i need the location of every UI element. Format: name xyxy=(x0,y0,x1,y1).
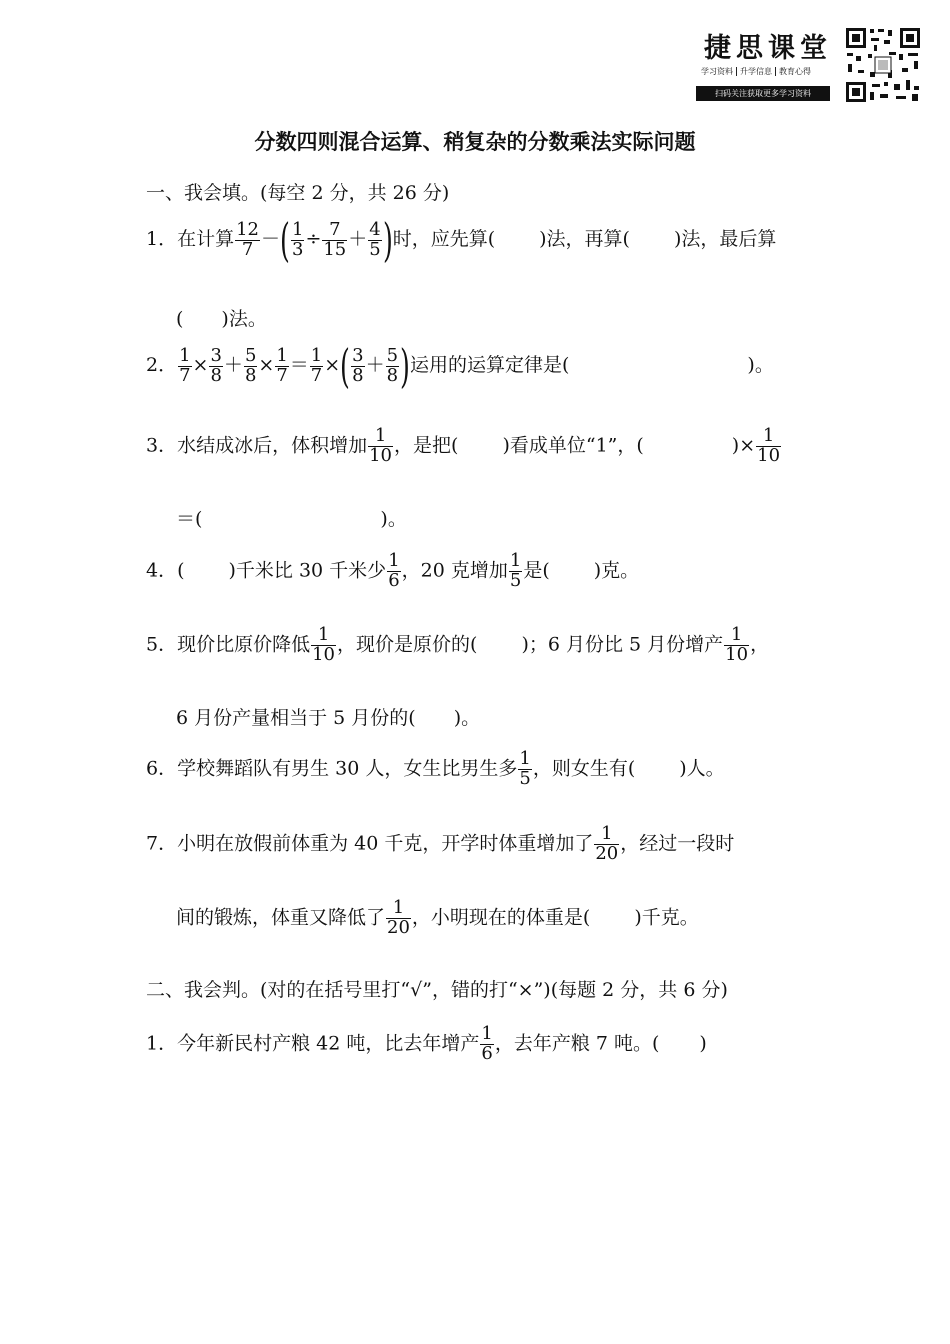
q3-number: 3． xyxy=(146,434,178,457)
q6-text-a: 学校舞蹈队有男生 30 人，女生比男生多 xyxy=(177,757,518,780)
q3-line-2 xyxy=(176,504,407,531)
q2-number: 2． xyxy=(146,354,178,376)
fraction: $\frac{1}{10}$ xyxy=(312,624,336,665)
q7-text-b: ，经过一段时 xyxy=(620,832,735,855)
s2q1-text-a: 今年新民村产粮 42 吨，比去年增产 xyxy=(177,1032,480,1055)
q2-end: )。 xyxy=(747,354,774,376)
q3-text-a: ，是把( xyxy=(394,434,459,457)
q4-number: 4． xyxy=(146,559,178,582)
times-sign: × xyxy=(192,354,209,376)
divide-sign: ÷ xyxy=(305,228,322,250)
fraction: $\frac{1}{10}$ xyxy=(757,425,781,466)
right-bracket: ) xyxy=(400,339,410,393)
q1-text-c: )法，最后算 xyxy=(673,228,777,250)
q2-text: 运用的运算定律是( xyxy=(409,354,570,376)
q5-text-d: ， xyxy=(750,633,770,656)
fraction: $\frac{1}{20}$ xyxy=(387,897,410,938)
fraction: $\frac{1}{6}$ xyxy=(481,1023,493,1064)
q5-line-2: 6 月份产量相当于 5 月份的( )。 xyxy=(176,707,481,729)
section-1-heading: 一、我会填。(每空 2 分，共 26 分) xyxy=(146,182,450,204)
left-bracket: ( xyxy=(340,339,351,393)
q5-number: 5． xyxy=(146,633,178,656)
fraction: $\frac{5}{8}$ xyxy=(386,344,399,386)
brand-logo: 捷思课堂 xyxy=(704,33,832,64)
fraction: $\frac{1}{3}$ xyxy=(291,218,304,260)
question-2-1 xyxy=(146,1025,707,1064)
q1-text-a: 时，应先算( xyxy=(392,228,496,250)
q4-text-d: )克。 xyxy=(593,559,640,582)
q5-text-b: ，现价是原价的( xyxy=(337,633,478,656)
q7-text-a: 小明在放假前体重为 40 千克，开学时体重增加了 xyxy=(177,832,594,855)
fraction: $\frac{1}{7}$ xyxy=(310,344,323,386)
fraction: $\frac{1}{20}$ xyxy=(595,823,619,864)
fraction: $\frac{12}{7}$ xyxy=(236,218,260,260)
q4-text-c: 是( xyxy=(523,559,550,582)
fraction: $\frac{3}{8}$ xyxy=(352,344,364,386)
tag-admission-info: 升学信息 xyxy=(736,67,775,76)
q4-text-b: ，20 克增加 xyxy=(401,559,508,582)
scan-banner: 扫码关注获取更多学习资料 xyxy=(696,86,830,101)
fraction: $\frac{1}{5}$ xyxy=(509,550,522,591)
question-1-7 xyxy=(146,825,734,864)
q7-line-2 xyxy=(176,899,699,938)
q7-line2-a: 间的锻炼，体重又降低了 xyxy=(176,906,386,929)
q3-end: )。 xyxy=(380,508,407,530)
fraction: $\frac{1}{5}$ xyxy=(519,748,531,789)
equals-sign: ＝ xyxy=(289,354,309,376)
qr-code-icon xyxy=(844,26,922,104)
tag-education-notes: 教育心得 xyxy=(775,67,814,76)
s2q1-text-b: ，去年产粮 7 吨。( xyxy=(494,1032,660,1055)
q7-number: 7． xyxy=(146,832,178,855)
fraction: $\frac{1}{7}$ xyxy=(276,344,288,386)
times-sign: × xyxy=(258,354,275,376)
fraction: $\frac{7}{15}$ xyxy=(323,218,347,260)
right-bracket: ) xyxy=(382,213,393,267)
header xyxy=(696,26,924,108)
brand-tags xyxy=(698,66,814,77)
q6-number: 6． xyxy=(146,757,178,780)
q7-line2-b: ，小明现在的体重是( xyxy=(411,906,591,929)
q4-open: ( xyxy=(177,559,185,582)
q7-line2-c: )千克。 xyxy=(634,906,699,929)
plus-sign: ＋ xyxy=(365,354,385,376)
fraction: $\frac{3}{8}$ xyxy=(210,344,222,386)
question-1-1 xyxy=(146,213,777,267)
s2q1-close: ) xyxy=(699,1032,707,1055)
q1-pre: 在计算 xyxy=(177,228,235,250)
tag-study-materials: 学习资料 xyxy=(701,67,733,76)
q4-text-a: )千米比 30 千米少 xyxy=(228,559,387,582)
plus-sign: ＋ xyxy=(223,354,243,376)
q3-pre: 水结成冰后，体积增加 xyxy=(177,434,368,457)
q3-line2-start: ＝( xyxy=(176,508,203,530)
times-sign: × xyxy=(324,354,341,376)
fraction: $\frac{1}{10}$ xyxy=(725,624,749,665)
page-title: 分数四则混合运算、稍复杂的分数乘法实际问题 xyxy=(254,130,696,154)
q1-number: 1． xyxy=(146,228,178,250)
q3-text-c: )× xyxy=(731,434,756,457)
question-1-6 xyxy=(146,750,725,789)
fraction: $\frac{4}{5}$ xyxy=(369,218,381,260)
s2q1-number: 1． xyxy=(146,1032,178,1055)
left-bracket: ( xyxy=(280,213,290,267)
q6-text-b: ，则女生有( xyxy=(532,757,636,780)
q1-line-2: ( )法。 xyxy=(176,308,267,330)
q1-text-b: )法，再算( xyxy=(539,228,630,250)
q5-text-a: 现价比原价降低 xyxy=(177,633,311,656)
question-1-2 xyxy=(146,339,774,393)
q3-text-b: )看成单位“1”，( xyxy=(502,434,644,457)
question-1-3 xyxy=(146,427,782,466)
question-1-4 xyxy=(146,552,639,591)
minus-sign: － xyxy=(261,228,281,250)
fraction: $\frac{1}{7}$ xyxy=(179,344,191,386)
section-2-heading: 二、我会判。(对的在括号里打“√”，错的打“×”)(每题 2 分，共 6 分) xyxy=(146,979,728,1001)
fraction: $\frac{5}{8}$ xyxy=(244,344,257,386)
fraction: $\frac{1}{10}$ xyxy=(369,425,393,466)
q5-text-c: )；6 月份比 5 月份增产 xyxy=(521,633,724,656)
plus-sign: ＋ xyxy=(348,228,368,250)
question-1-5 xyxy=(146,626,769,665)
fraction: $\frac{1}{6}$ xyxy=(388,550,400,591)
q6-text-c: )人。 xyxy=(679,757,725,780)
